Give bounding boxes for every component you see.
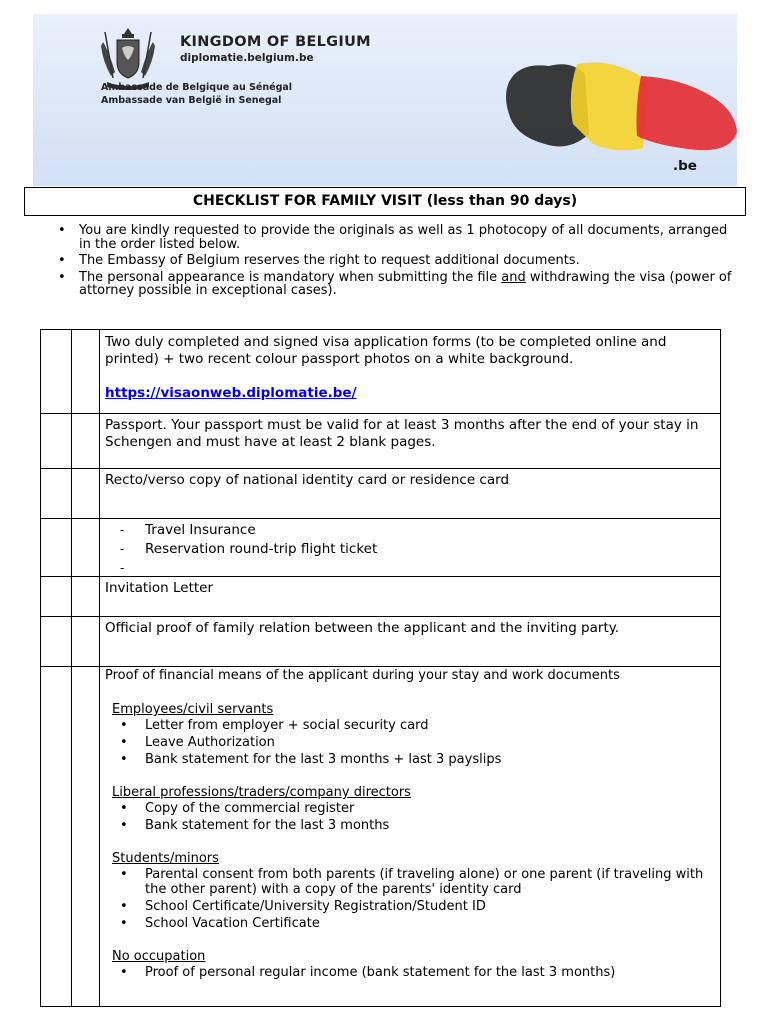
list-item: • Leave Authorization (105, 735, 716, 750)
row-divider (41, 518, 720, 519)
list-item: • Bank statement for the last 3 months + last 3 payslips (105, 752, 716, 767)
intro-item3-and: and (501, 269, 526, 285)
row-family-relation-text: Official proof of family relation between the applicant and the inviting party. (105, 620, 620, 636)
visaonweb-link[interactable]: https://visaonweb.diplomatie.be/ (105, 385, 357, 401)
row-divider (41, 468, 720, 469)
intro-item-personal-appearance (58, 271, 738, 298)
website-domain: diplomatie.belgium.be (180, 52, 314, 64)
list-item: • Parental consent from both parents (if traveling alone) or one parent (if traveling with the other parent) with a copy of the parents' identity card (105, 867, 716, 897)
second-checkbox-column-divider (99, 330, 100, 1006)
checklist-row-invitation-letter (105, 580, 716, 597)
embassy-name-fr: Ambassade de Belgique au Sénégal (101, 82, 293, 93)
intro-item-originals: • You are kindly requested to provide the originals as well as 1 photocopy of all documents, arranged in the order listed below. (58, 224, 738, 251)
list-item-travel-insurance: - Travel Insurance (105, 522, 716, 541)
checklist-row-family-relation (105, 620, 716, 637)
row-identity-card-text: Recto/verso copy of national identity card or residence card (105, 472, 510, 488)
intro-instructions (58, 224, 738, 301)
list-item: • Copy of the commercial register (105, 801, 716, 816)
row-passport-text: Passport. Your passport must be valid for at least 3 months after the end of your stay in Schengen and must have at least 2 blank pages. (105, 417, 699, 450)
row-financial-heading: Proof of financial means of the applicant during your stay and work documents (105, 668, 620, 683)
be-domain-logo: .be (673, 158, 697, 174)
embassy-name-nl: Ambassade van België in Senegal (101, 95, 282, 106)
belgian-flag-brushstroke (503, 42, 737, 154)
list-item-flight-ticket: - Reservation round-trip flight ticket (105, 541, 716, 560)
intro-item-additional-docs: • The Embassy of Belgium reserves the right to request additional documents. (58, 254, 738, 268)
row-application-forms-text: Two duly completed and signed visa application forms (to be completed online and printed) + two recent colour passport photos on a white background. (105, 334, 667, 367)
intro-item3-part1: The personal appearance is mandatory when submitting the file (79, 269, 502, 285)
row-divider (41, 616, 720, 617)
row-invitation-letter-text: Invitation Letter (105, 580, 214, 596)
category-employees: Employees/civil servants (112, 702, 274, 717)
category-students-minors: Students/minors (112, 851, 219, 866)
checklist-row-insurance-ticket (105, 522, 716, 579)
document-checklist-table (40, 329, 721, 1007)
list-item: • Bank statement for the last 3 months (105, 818, 716, 833)
checklist-row-financial-means (105, 667, 716, 982)
row-divider (41, 413, 720, 414)
list-item: • School Vacation Certificate (105, 916, 716, 931)
row-divider (41, 576, 720, 577)
category-no-occupation: No occupation (112, 949, 206, 964)
list-item: • Letter from employer + social security card (105, 718, 716, 733)
category-liberal-professions: Liberal professions/traders/company directors (112, 785, 411, 800)
list-item: • Proof of personal regular income (bank statement for the last 3 months) (105, 965, 716, 980)
checklist-row-passport (105, 417, 716, 451)
kingdom-title: KINGDOM OF BELGIUM (180, 34, 371, 50)
checklist-row-application-forms (105, 334, 716, 402)
intro-item3-part2: withdrawing the visa (power of attorney possible in exceptional cases). (79, 269, 732, 298)
page-title: CHECKLIST FOR FAMILY VISIT (less than 90 days) (192, 193, 578, 209)
checkbox-column-divider (71, 330, 72, 1006)
checklist-title-box (24, 187, 746, 216)
list-item: • School Certificate/University Registration/Student ID (105, 899, 716, 914)
header-banner (33, 14, 737, 186)
checklist-row-identity-card (105, 472, 716, 489)
